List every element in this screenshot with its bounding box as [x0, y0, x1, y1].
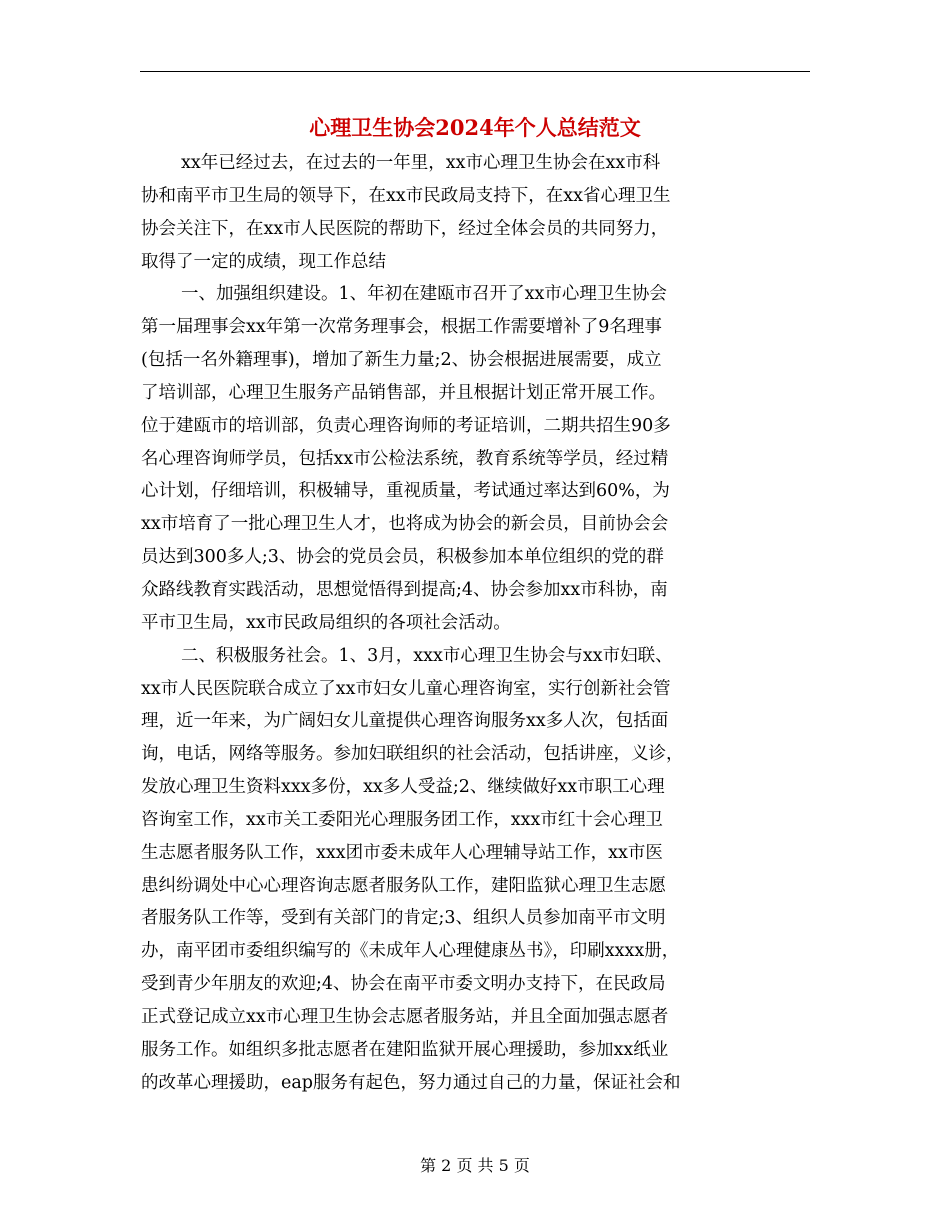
paragraph-1-line: 协会关注下，在xx市人民医院的帮助下，经过全体会员的共同努力， [141, 218, 669, 239]
paragraph-2-line: (包括一名外籍理事)，增加了新生力量;2、协会根据进展需要，成立 [141, 350, 662, 371]
document-title: 心理卫生协会2024年个人总结范文 [309, 115, 641, 140]
paragraph-2-line: 平市卫生局，xx市民政局组织的各项社会活动。 [141, 612, 511, 633]
paragraph-3-line: xx市人民医院联合成立了xx市妇女儿童心理咨询室，实行创新社会管 [141, 678, 671, 699]
paragraph-3-line: 患纠纷调处中心心理咨询志愿者服务队工作，建阳监狱心理卫生志愿 [141, 875, 666, 896]
paragraph-2-line: xx市培育了一批心理卫生人才，也将成为协会的新会员，目前协会会 [141, 514, 669, 535]
paragraph-2-line: 众路线教育实践活动，思想觉悟得到提高;4、协会参加xx市科协，南 [141, 579, 668, 600]
paragraph-3-line: 者服务队工作等，受到有关部门的肯定;3、组织人员参加南平市文明 [141, 908, 666, 929]
paragraph-3-line: 正式登记成立xx市心理卫生协会志愿者服务站，并且全面加强志愿者 [141, 1006, 669, 1027]
paragraph-3-line: 办，南平团市委组织编写的《未成年人心理健康丛书》，印刷xxxx册， [141, 941, 680, 962]
paragraph-1-line: 协和南平市卫生局的领导下，在xx市民政局支持下，在xx省心理卫生 [141, 185, 671, 206]
page-number: 第 2 页 共 5 页 [420, 1156, 530, 1175]
paragraph-2-line: 一、加强组织建设。1、年初在建瓯市召开了xx市心理卫生协会 [181, 284, 667, 305]
paragraph-3-line: 服务工作。如组织多批志愿者在建阳监狱开展心理援助，参加xx纸业 [141, 1039, 669, 1060]
paragraph-2-line: 心计划，仔细培训，积极辅导，重视质量，考试通过率达到60%，为 [141, 481, 670, 502]
paragraph-3-line: 咨询室工作，xx市关工委阳光心理服务团工作，xxx市红十会心理卫 [141, 809, 663, 830]
paragraph-2-line: 名心理咨询师学员，包括xx市公检法系统，教育系统等学员，经过精 [141, 448, 669, 469]
paragraph-3-line: 受到青少年朋友的欢迎;4、协会在南平市委文明办支持下，在民政局 [141, 974, 666, 995]
paragraph-2-line: 位于建瓯市的培训部，负责心理咨询师的考证培训，二期共招生90多 [141, 415, 671, 436]
paragraph-1-line: xx年已经过去，在过去的一年里，xx市心理卫生协会在xx市科 [181, 153, 661, 173]
paragraph-3-line: 生志愿者服务队工作，xxx团市委未成年人心理辅导站工作，xx市医 [141, 842, 663, 863]
paragraph-2-line: 了培训部，心理卫生服务产品销售部，并且根据计划正常开展工作。 [141, 382, 666, 403]
paragraph-3-line: 二、积极服务社会。1、3月，xxx市心理卫生协会与xx市妇联、 [181, 645, 673, 666]
paragraph-3-line: 询，电话，网络等服务。参加妇联组织的社会活动，包括讲座，义诊， [141, 744, 684, 765]
paragraph-3-line: 理，近一年来，为广阔妇女儿童提供心理咨询服务xx多人次，包括面 [141, 711, 669, 732]
paragraph-2-line: 员达到300多人;3、协会的党员会员，积极参加本单位组织的党的群 [141, 547, 664, 568]
paragraph-1-line: 取得了一定的成绩，现工作总结 [141, 251, 386, 272]
header-rule [140, 71, 810, 72]
paragraph-3-line: 发放心理卫生资料xxx多份，xx多人受益;2、继续做好xx市职工心理 [141, 777, 665, 798]
document-body [141, 147, 813, 1099]
paragraph-3-line: 的改革心理援助，eap服务有起色，努力通过自己的力量，保证社会和 [141, 1072, 681, 1093]
paragraph-2-line: 第一届理事会xx年第一次常务理事会，根据工作需要增补了9名理事 [141, 317, 662, 338]
